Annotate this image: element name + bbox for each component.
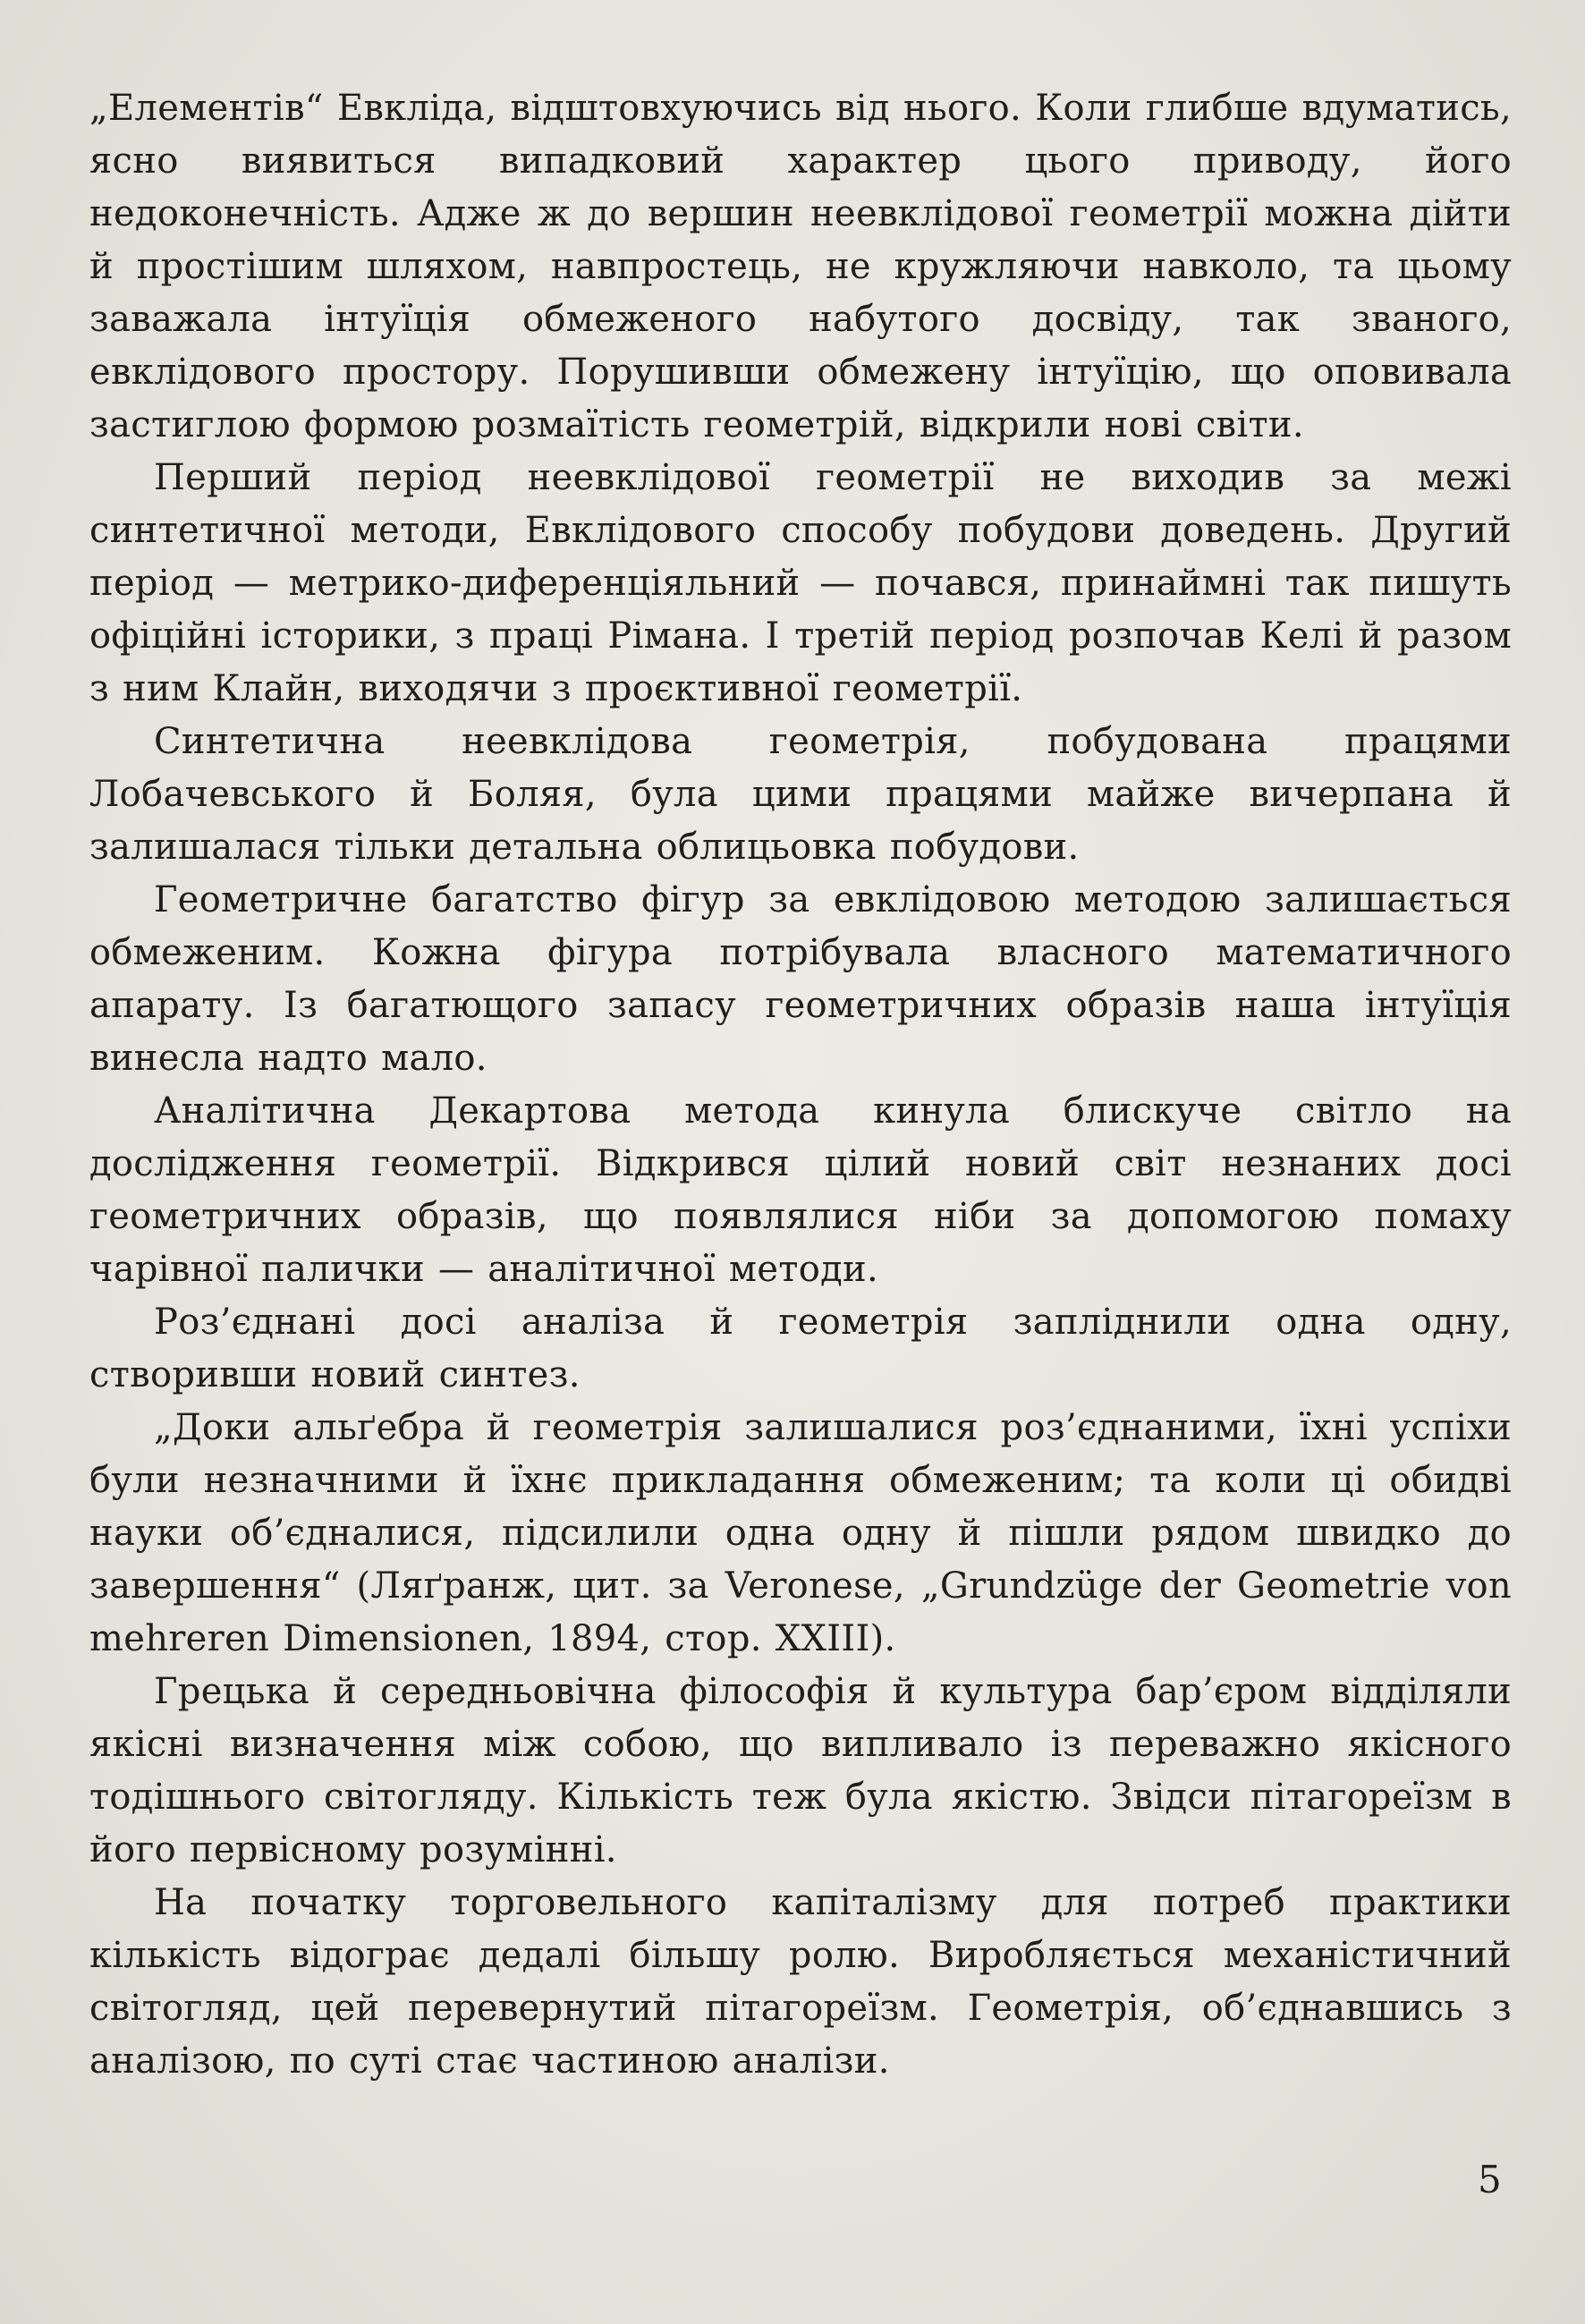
body-text <box>89 82 1512 2088</box>
paragraph-1: „Елементів“ Евкліда, відштовхуючись від нього. Коли глибше вдуматись, ясно виявиться випадковий характер цього приводу, його недоконечність. Адже ж до вершин неевклідової геометрії можна дійти й простішим шляхом, навпростець, не кружляючи навколо, та цьому заважала інтуїція обмеженого набутого досвіду, так званого, евклідового простору. Порушивши обмежену інтуїцію, що оповивала застиглою формою розмаїтість геометрій, відкрили нові світи. <box>89 88 1512 445</box>
paragraph-3: Синтетична неевклідова геометрія, побудована працями Лобачевського й Боляя, була цими працями майже вичерпана й залишалася тільки детальна облицьовка побудови. <box>89 721 1512 868</box>
paragraph-2: Перший період неевклідової геометрії не виходив за межі синтетичної методи, Евклідового способу побудови доведень. Другий період — метрико-диференціяльний — почався, принаймні так пишуть офіційні історики, з праці Рімана. І третій період розпочав Келі й разом з ним Клайн, виходячи з проєктивної геометрії. <box>89 457 1512 709</box>
paragraph-7-quote: „Доки альґебра й геометрія залишалися роз’єднаними, їхні успіхи були незначними й їхнє прикладання обмеженим; та коли ці обидві науки об’єдналися, підсилили одна одну й пішли рядом швидко до завершення“ (Ляґранж, цит. за Veronese, „Grundzüge der Geometrie von mehreren Dimensionen, 1894, стор. XXIII). <box>89 1407 1512 1659</box>
paragraph-9: На початку торговельного капіталізму для потреб практики кількість відограє дедалі більшу ролю. Виробляється механістичний світогляд, цей перевернутий пітагореїзм. Геометрія, об’єднавшись з аналізою, по суті стає частиною аналізи. <box>89 1882 1512 2082</box>
page-number: 5 <box>1478 2158 1502 2201</box>
paragraph-6: Роз’єднані досі аналіза й геометрія запліднили одна одну, створивши новий синтез. <box>89 1302 1512 1395</box>
paragraph-5: Аналітична Декартова метода кинула блискуче світло на дослідження геометрії. Відкрився цілий новий світ незнаних досі геометричних образів, що появлялися ніби за допомогою помаху чарівної палички — аналітичної методи. <box>89 1090 1512 1290</box>
paragraph-4: Геометричне багатство фігур за евклідовою методою залишається обмеженим. Кожна фігура потрібувала власного математичного апарату. Із багатющого запасу геометричних образів наша інтуїція винесла надто мало. <box>89 879 1512 1079</box>
paragraph-8: Грецька й середньовічна філософія й культура бар’єром відділяли якісні визначення між собою, що випливало із переважно якісного тодішнього світогляду. Кількість теж була якістю. Звідси пітагореїзм в його первісному розумінні. <box>89 1671 1512 1870</box>
